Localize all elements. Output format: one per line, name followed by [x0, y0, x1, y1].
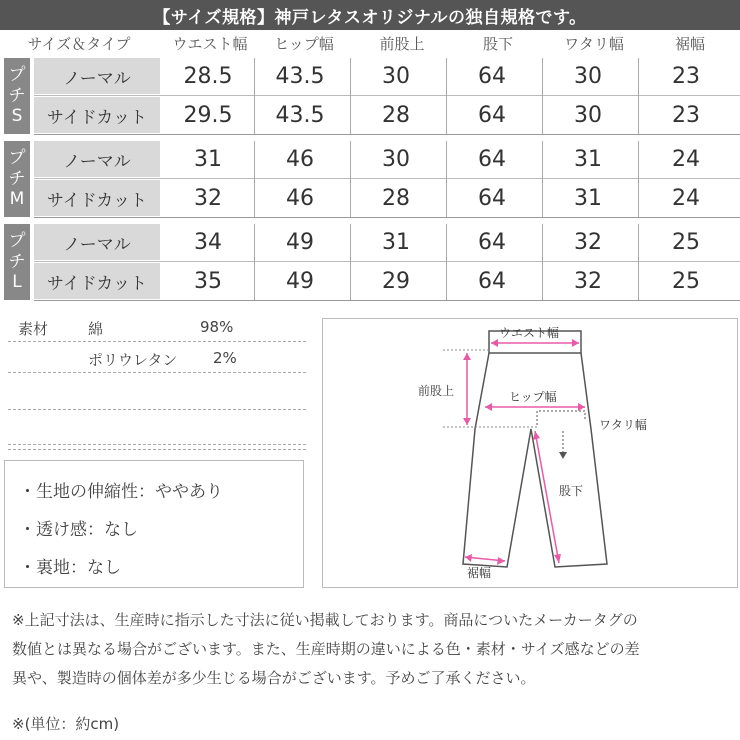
column-divider: [638, 58, 639, 134]
size-value-cell: 64: [478, 146, 506, 172]
column-divider: [542, 224, 543, 300]
size-value-cell: 64: [478, 63, 506, 89]
size-value-cell: 29.5: [183, 102, 233, 128]
type-cell: サイドカット: [34, 263, 160, 299]
size-value-cell: 30: [382, 63, 410, 89]
size-value-cell: 25: [672, 268, 700, 294]
size-group-char: チ: [8, 168, 26, 189]
waist-label: ウエスト幅: [499, 326, 560, 340]
size-value-cell: 23: [672, 63, 700, 89]
arrow-head-icon: [578, 403, 585, 411]
size-value-cell: 46: [286, 185, 314, 211]
column-header: 股下: [482, 35, 513, 53]
unit-note: ※(単位：約cm): [12, 715, 120, 733]
material-percent: 98%: [200, 318, 234, 336]
size-group-char: チ: [8, 85, 26, 106]
row-divider: [34, 95, 740, 96]
size-value-cell: 43.5: [275, 63, 325, 89]
material-row: [8, 343, 306, 373]
column-divider: [542, 141, 543, 217]
material-row-empty: [8, 448, 306, 450]
size-value-cell: 28: [382, 185, 410, 211]
size-group-char: M: [9, 189, 25, 210]
size-value-cell: 32: [194, 185, 222, 211]
size-value-cell: 23: [672, 102, 700, 128]
lining-property: ・裏地：なし: [19, 558, 121, 578]
arrow-head-icon: [465, 554, 472, 562]
row-divider: [34, 178, 740, 179]
arrow-head-icon: [491, 339, 498, 347]
material-name: ポリウレタン: [88, 351, 178, 369]
inseam-label: 股下: [559, 484, 584, 498]
arrow-head-icon: [572, 339, 579, 347]
size-value-cell: 28.5: [183, 63, 233, 89]
size-group-char: L: [12, 272, 22, 293]
material-label: 素材: [18, 320, 49, 338]
size-group-label: [4, 58, 30, 134]
column-header: ウエスト幅: [172, 35, 248, 53]
column-header: 裾幅: [674, 35, 705, 53]
measurement-diagram: [322, 318, 738, 588]
row-divider: [34, 300, 740, 301]
column-divider: [446, 141, 447, 217]
size-value-cell: 64: [478, 229, 506, 255]
arrow-head-icon: [554, 554, 561, 563]
size-value-cell: 31: [574, 146, 602, 172]
size-value-cell: 43.5: [275, 102, 325, 128]
column-header: サイズ＆タイプ: [27, 35, 131, 53]
size-value-cell: 64: [478, 185, 506, 211]
size-value-cell: 35: [194, 268, 222, 294]
size-group-char: プ: [8, 148, 26, 169]
size-value-cell: 25: [672, 229, 700, 255]
column-divider: [254, 141, 255, 217]
sheerness-property: ・透け感：なし: [19, 520, 138, 540]
size-value-cell: 24: [672, 146, 700, 172]
size-value-cell: 30: [574, 102, 602, 128]
material-percent: 2%: [213, 349, 237, 367]
disclaimer-line: 異や、製造時の個体差が多少生じる場合がございます。予めご了承ください。: [12, 669, 536, 687]
size-value-cell: 49: [286, 268, 314, 294]
size-value-cell: 32: [574, 229, 602, 255]
column-divider: [350, 58, 351, 134]
column-header: 前股上: [379, 35, 425, 53]
column-divider: [638, 141, 639, 217]
material-name: 綿: [88, 320, 104, 338]
size-group-char: プ: [8, 65, 26, 86]
arrow-head-icon: [463, 418, 471, 425]
column-divider: [254, 224, 255, 300]
hem-label: 裾幅: [467, 566, 492, 580]
size-group-label: [4, 224, 30, 300]
fabric-properties-box: [4, 460, 304, 588]
size-group-char: プ: [8, 231, 26, 252]
size-value-cell: 30: [382, 146, 410, 172]
hip-label: ヒップ幅: [509, 390, 557, 404]
thigh-arrow: [537, 411, 585, 425]
page-title-banner: 【サイズ規格】神戸レタスオリジナルの独自規格です。: [0, 0, 740, 30]
material-row: [8, 312, 306, 342]
type-cell: ノーマル: [34, 58, 160, 94]
disclaimer-line: 数値とは異なる場合がございます。また、生産時期の違いによる色・素材・サイズ感などの差: [12, 640, 640, 658]
rise-label: 前股上: [418, 384, 455, 398]
size-group-label: [4, 141, 30, 217]
size-value-cell: 31: [194, 146, 222, 172]
pants-outline: [463, 353, 607, 567]
size-value-cell: 30: [574, 63, 602, 89]
column-divider: [350, 224, 351, 300]
size-value-cell: 46: [286, 146, 314, 172]
size-value-cell: 31: [574, 185, 602, 211]
size-value-cell: 32: [574, 268, 602, 294]
column-divider: [446, 58, 447, 134]
pants-diagram-svg: [323, 319, 739, 589]
row-divider: [34, 261, 740, 262]
arrow-head-icon: [533, 431, 540, 440]
column-divider: [254, 58, 255, 134]
row-divider: [34, 217, 740, 218]
column-divider: [350, 141, 351, 217]
column-header: ワタリ幅: [564, 35, 624, 53]
arrow-head-icon: [497, 557, 505, 565]
arrow-head-icon: [485, 403, 492, 411]
size-group-char: チ: [8, 251, 26, 272]
type-cell: ノーマル: [34, 224, 160, 260]
size-value-cell: 64: [478, 268, 506, 294]
column-divider: [446, 224, 447, 300]
type-cell: ノーマル: [34, 141, 160, 177]
column-divider: [638, 224, 639, 300]
arrow-head-icon: [463, 353, 471, 360]
size-value-cell: 49: [286, 229, 314, 255]
type-cell: サイドカット: [34, 97, 160, 133]
size-value-cell: 29: [382, 268, 410, 294]
stretch-property: ・生地の伸縮性：ややあり: [19, 482, 223, 502]
material-row-empty: [8, 415, 306, 445]
size-value-cell: 64: [478, 102, 506, 128]
disclaimer-line: ※上記寸法は、生産時に指示した寸法に従い掲載しております。商品についたメーカータグの: [12, 611, 638, 629]
column-divider: [542, 58, 543, 134]
row-divider: [34, 134, 740, 135]
type-cell: サイドカット: [34, 180, 160, 216]
size-value-cell: 28: [382, 102, 410, 128]
column-header: ヒップ幅: [274, 35, 334, 53]
size-group-char: S: [11, 106, 23, 127]
material-row-empty: [8, 380, 306, 410]
arrow-head-icon: [559, 452, 567, 459]
inseam-arrow: [535, 431, 559, 563]
size-value-cell: 24: [672, 185, 700, 211]
size-value-cell: 31: [382, 229, 410, 255]
size-value-cell: 34: [194, 229, 222, 255]
thigh-label: ワタリ幅: [599, 418, 647, 432]
